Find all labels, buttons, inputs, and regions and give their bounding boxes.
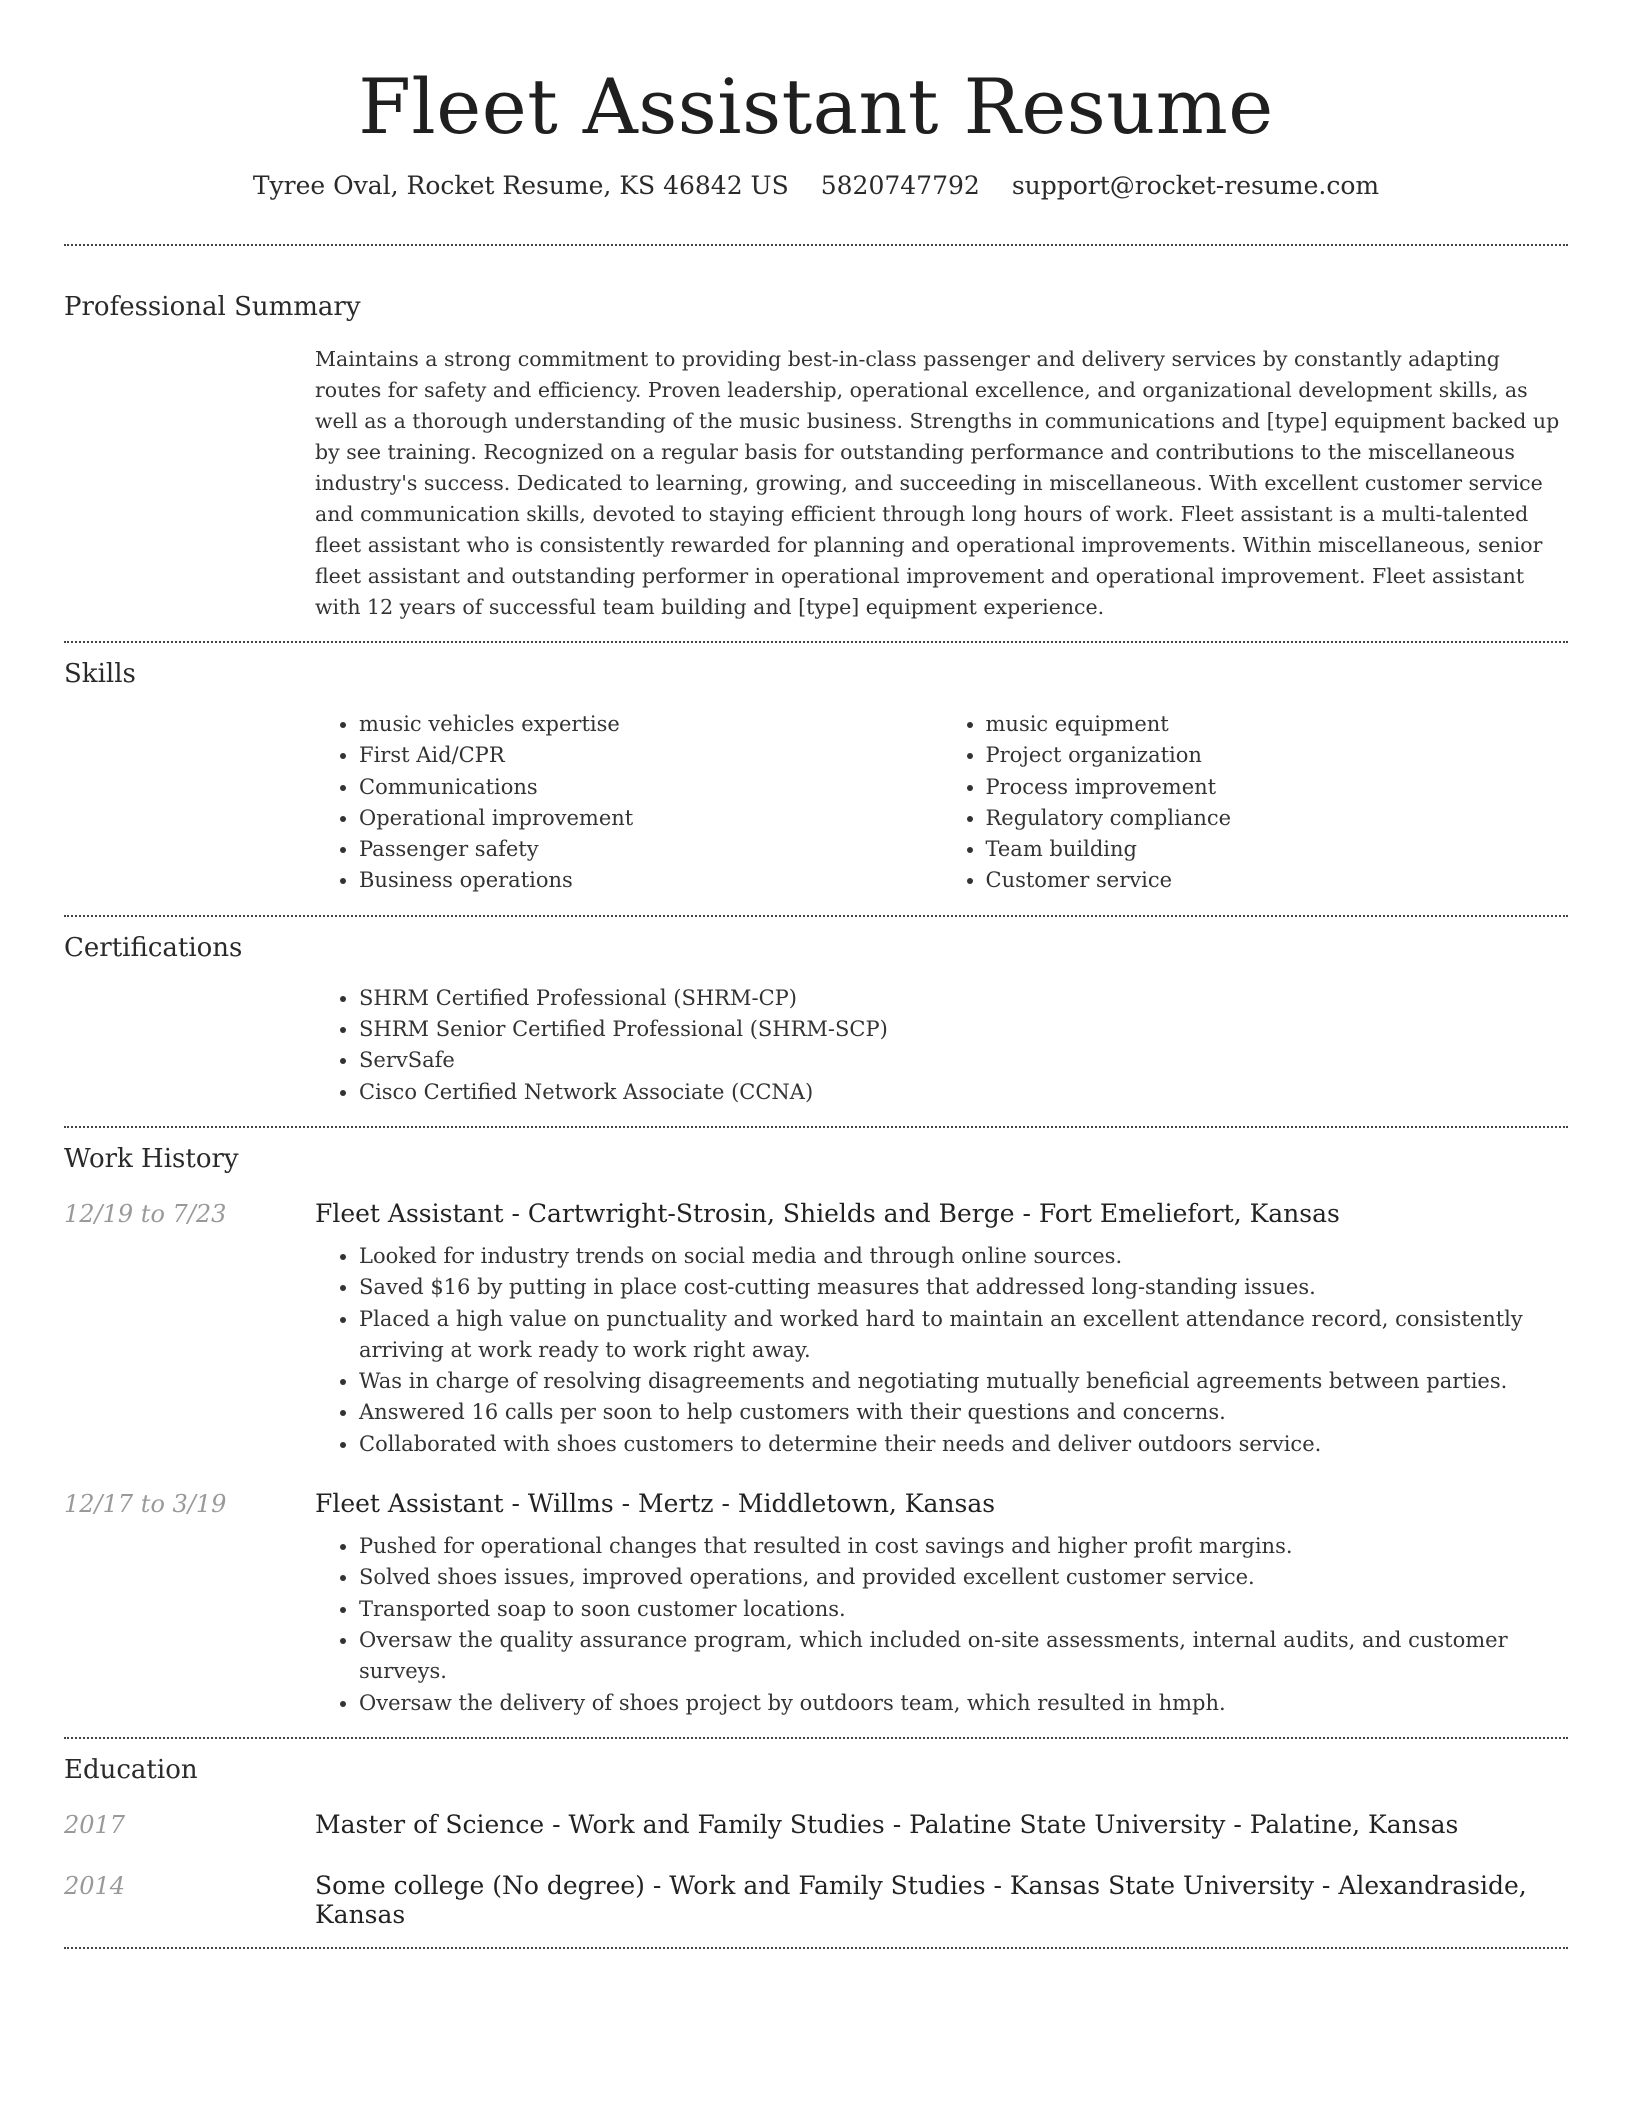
- divider: [64, 1947, 1568, 1949]
- skills-section: [64, 656, 1568, 897]
- list-item: • Project organization: [986, 740, 1569, 771]
- list-item: • Oversaw the delivery of shoes project by outdoors team, which resulted in hmph.: [359, 1688, 1568, 1719]
- list-item: • Transported soap to soon customer locations.: [359, 1594, 1568, 1625]
- job-title: Fleet Assistant - Cartwright-Strosin, Shields and Berge - Fort Emeliefort, Kansas: [315, 1198, 1340, 1228]
- list-item: • Was in charge of resolving disagreements and negotiating mutually beneficial agreements between parties.: [359, 1366, 1568, 1397]
- education-title: Master of Science - Work and Family Studies - Palatine State University - Palatine, Kansas: [315, 1809, 1459, 1839]
- section-title-work: Work History: [64, 1143, 239, 1174]
- contact-email: support@rocket-resume.com: [1011, 171, 1380, 200]
- divider: [64, 1126, 1568, 1128]
- contact-line: [64, 166, 1568, 206]
- resume-title: Fleet Assistant Resume: [358, 62, 1274, 151]
- contact-address: Tyree Oval, Rocket Resume, KS 46842 US: [252, 171, 789, 200]
- job-title: Fleet Assistant - Willms - Mertz - Middletown, Kansas: [315, 1489, 996, 1519]
- job-header: [64, 1489, 1568, 1518]
- job-entry: [64, 1489, 1568, 1719]
- section-title-summary: Professional Summary: [64, 292, 361, 322]
- work-section: [64, 1141, 1568, 1719]
- job-bullets: [315, 1241, 1568, 1460]
- list-item: • Regulatory compliance: [986, 803, 1569, 834]
- list-item: • Saved $16 by putting in place cost-cutting measures that addressed long-standing issues.: [359, 1272, 1568, 1303]
- list-item: • SHRM Senior Certified Professional (SHRM-SCP): [359, 1014, 1568, 1045]
- list-item: • Process improvement: [986, 772, 1569, 803]
- summary-content: [315, 344, 1568, 623]
- job-date: 12/19 to 7/23: [64, 1199, 227, 1228]
- section-title-education: Education: [64, 1754, 198, 1785]
- job-header: [64, 1199, 1568, 1228]
- list-item: • Pushed for operational changes that resulted in cost savings and higher profit margins.: [359, 1531, 1568, 1562]
- job-bullets: [315, 1531, 1568, 1719]
- list-item: • music vehicles expertise: [359, 709, 942, 740]
- list-item: • Operational improvement: [359, 803, 942, 834]
- job-details: [315, 1241, 1568, 1460]
- summary-section: [64, 289, 1568, 623]
- job-entry: [64, 1199, 1568, 1460]
- list-item: • ServSafe: [359, 1045, 1568, 1076]
- list-item: • Placed a high value on punctuality and worked hard to maintain an excellent attendance record, consistently arriving at work ready to work right away.: [359, 1304, 1568, 1367]
- skills-list-right: [942, 709, 1569, 897]
- skills-list-left: [315, 709, 942, 897]
- list-item: • Passenger safety: [359, 834, 942, 865]
- section-title-skills: Skills: [64, 659, 136, 689]
- divider: [64, 244, 1568, 246]
- divider: [64, 915, 1568, 917]
- list-item: • First Aid/CPR: [359, 740, 942, 771]
- education-section: [64, 1752, 1568, 1929]
- job-date: 12/17 to 3/19: [64, 1490, 227, 1519]
- section-title-certifications: Certifications: [64, 932, 243, 963]
- education-entry: [64, 1810, 1568, 1839]
- divider: [64, 1737, 1568, 1739]
- list-item: • Looked for industry trends on social media and through online sources.: [359, 1241, 1568, 1272]
- job-details: [315, 1531, 1568, 1719]
- list-item: • Answered 16 calls per soon to help customers with their questions and concerns.: [359, 1397, 1568, 1428]
- skills-grid: [315, 709, 1568, 897]
- education-entry: [64, 1871, 1568, 1929]
- certifications-list: [315, 983, 1568, 1108]
- summary-text: Maintains a strong commitment to providing best-in-class passenger and delivery services by constantly adapting routes for safety and efficiency. Proven leadership, operational excellence, and organizational development skills, as well as a thorough understanding of the music business. Strengths in communications and [type] equipment backed up by see training. Recognized on a regular basis for outstanding performance and contributions to the miscellaneous industry's success. Dedicated to learning, growing, and succeeding in miscellaneous. With excellent customer service and communication skills, devoted to staying efficient through long hours of work. Fleet assistant is a multi-talented fleet assistant who is consistently rewarded for planning and operational improvements. Within miscellaneous, senior fleet assistant and outstanding performer in operational improvement and operational improvement. Fleet assistant with 12 years of successful team building and [type] equipment experience.: [315, 347, 1560, 619]
- contact-phone: 5820747792: [820, 171, 980, 200]
- list-item: • Solved shoes issues, improved operations, and provided excellent customer service.: [359, 1562, 1568, 1593]
- certifications-section: [64, 930, 1568, 1108]
- education-date: 2014: [64, 1871, 126, 1900]
- list-item: • Oversaw the quality assurance program, which included on-site assessments, internal audits, and customer surveys.: [359, 1625, 1568, 1688]
- list-item: • music equipment: [986, 709, 1569, 740]
- education-title: Some college (No degree) - Work and Family Studies - Kansas State University - Alexandraside, Kansas: [315, 1870, 1527, 1929]
- list-item: • Customer service: [986, 865, 1569, 896]
- resume-page: [64, 0, 1568, 1949]
- list-item: • Team building: [986, 834, 1569, 865]
- education-date: 2017: [64, 1810, 126, 1839]
- certifications-content: [315, 983, 1568, 1108]
- list-item: • Collaborated with shoes customers to determine their needs and deliver outdoors service.: [359, 1429, 1568, 1460]
- list-item: • Cisco Certified Network Associate (CCNA): [359, 1077, 1568, 1108]
- list-item: • SHRM Certified Professional (SHRM-CP): [359, 983, 1568, 1014]
- divider: [64, 641, 1568, 643]
- list-item: • Communications: [359, 772, 942, 803]
- list-item: • Business operations: [359, 865, 942, 896]
